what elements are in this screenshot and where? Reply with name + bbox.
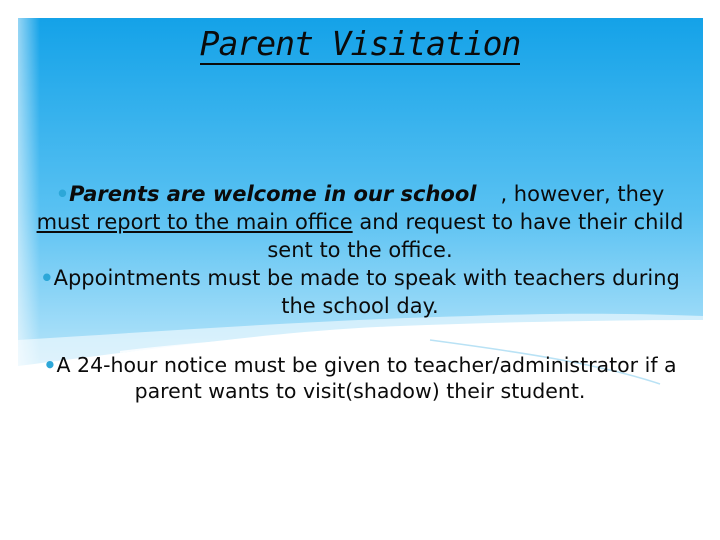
notice-bullet [30,352,690,404]
bullet-icon: • [43,353,57,377]
bullet-icon: • [40,266,54,290]
continuation-text: and request to have their child sent to the office. [267,210,684,262]
notice-text: A 24-hour notice must be given to teacher/administrator if a parent wants to visit(shadow) their student. [56,353,677,403]
main-bullets [30,180,690,320]
after-emphasis-text: , however, they [500,182,665,206]
slide-title [0,24,720,63]
slide-title-text: Parent Visitation [199,24,521,63]
emphasis-text: Parents are welcome in our school [69,182,477,206]
bullet-icon: • [55,182,70,206]
underlined-text: must report to the main office [36,210,353,234]
appointments-text: Appointments must be made to speak with teachers during the school day. [53,266,680,318]
